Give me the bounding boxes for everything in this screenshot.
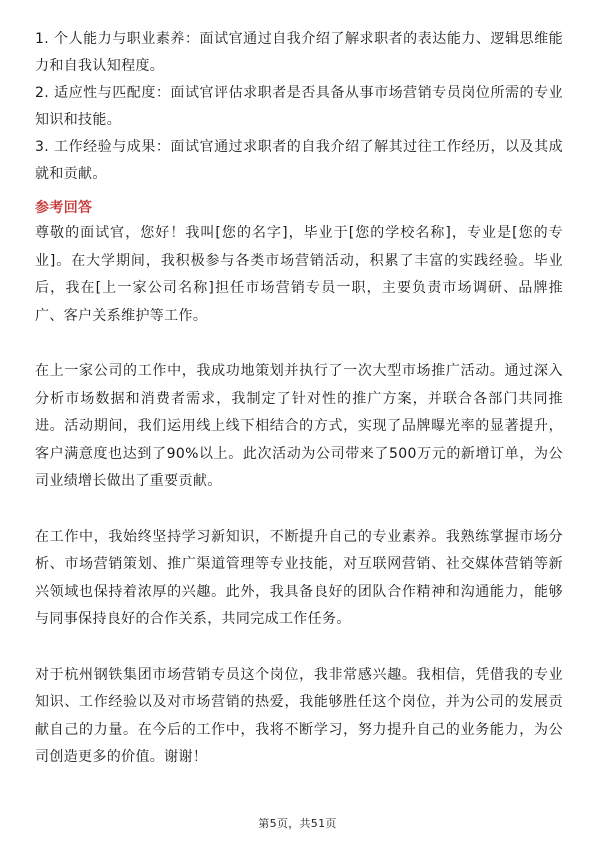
page-number-footer: 第5页，共51页: [258, 817, 337, 830]
answer-paragraph-1: 尊敬的面试官，您好！我叫[您的名字]，毕业于[您的学校名称]，专业是[您的专业]。在大学期间，我积极参与各类市场营销活动，积累了丰富的实践经验。毕业后，我在[上一家公司名称]担任市场营销专员一职，主要负责市场调研、品牌推广、客户关系维护等工作。: [35, 225, 563, 324]
evaluation-point-3: 3. 工作经验与成果：面试官通过求职者的自我介绍了解其过往工作经历，以及其成就和贡献。: [35, 139, 563, 182]
evaluation-point-1: 1. 个人能力与职业素养：面试官通过自我介绍了解求职者的表达能力、逻辑思维能力和自我认知程度。: [35, 31, 563, 74]
answer-paragraph-3: 在工作中，我始终坚持学习新知识，不断提升自己的专业素养。我熟练掌握市场分析、市场营销策划、推广渠道管理等专业技能，对互联网营销、社交媒体营销等新兴领域也保持着浓厚的兴趣。此外，我具备良好的团队合作精神和沟通能力，能够与同事保持良好的合作关系，共同完成工作任务。: [35, 528, 563, 627]
evaluation-point-2: 2. 适应性与匹配度：面试官评估求职者是否具备从事市场营销专员岗位所需的专业知识和技能。: [35, 85, 563, 128]
answer-paragraph-4: 对于杭州钢铁集团市场营销专员这个岗位，我非常感兴趣。我相信，凭借我的专业知识、工作经验以及对市场营销的热爱，我能够胜任这个岗位，并为公司的发展贡献自己的力量。在今后的工作中，我将不断学习，努力提升自己的业务能力，为公司创造更多的价值。谢谢！: [35, 666, 563, 765]
reference-answer-heading: 参考回答: [35, 200, 93, 216]
answer-paragraph-2: 在上一家公司的工作中，我成功地策划并执行了一次大型市场推广活动。通过深入分析市场数据和消费者需求，我制定了针对性的推广方案，并联合各部门共同推进。活动期间，我们运用线上线下相结合的方式，实现了品牌曝光率的显著提升，客户满意度也达到了90%以上。此次活动为公司带来了500万元的新增订单，为公司业绩增长做出了重要贡献。: [35, 363, 563, 489]
document-body: [35, 26, 563, 772]
